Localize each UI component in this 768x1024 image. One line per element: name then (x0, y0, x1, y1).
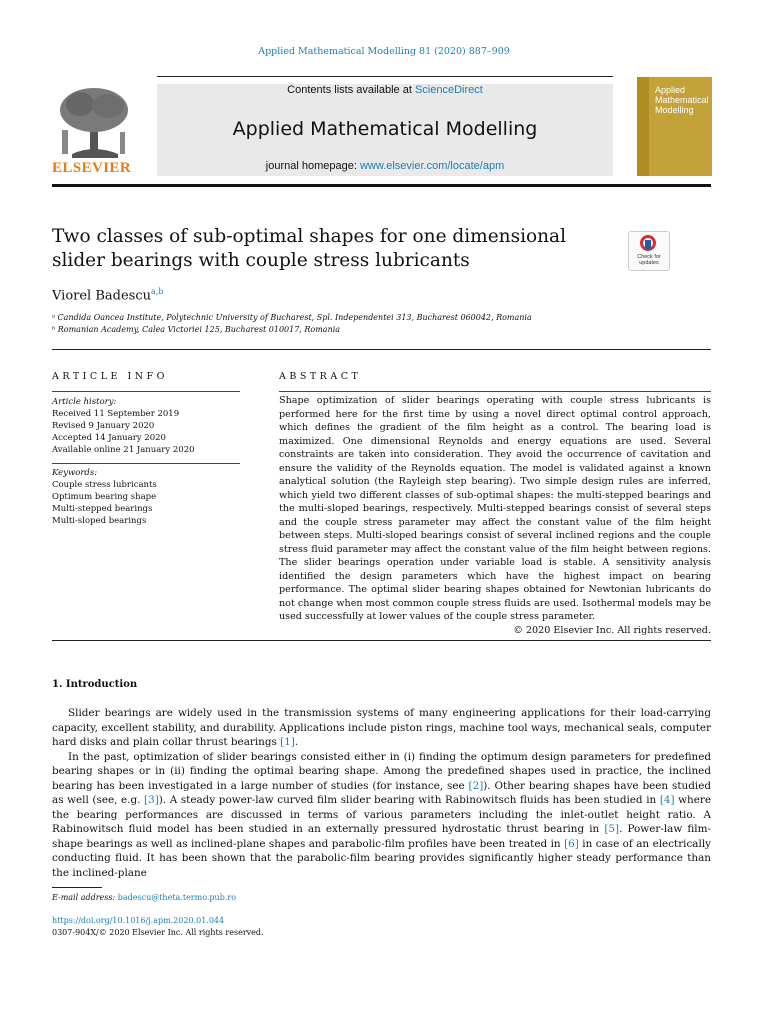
reference-link[interactable]: [5] (604, 823, 620, 835)
check-for-updates-badge[interactable] (628, 231, 670, 271)
email-footnote (52, 893, 236, 902)
online-date: Available online 21 January 2020 (52, 445, 195, 455)
abstract-bottom-rule (52, 640, 711, 641)
abstract-rule (279, 391, 711, 392)
article-info-heading: ARTICLE INFO (52, 371, 168, 382)
sciencedirect-link[interactable]: ScienceDirect (414, 84, 483, 96)
cover-title: Applied Mathematical Modelling (655, 85, 709, 115)
badge-text (629, 254, 669, 266)
keywords-label: Keywords: (52, 468, 98, 478)
history-label: Article history: (52, 397, 117, 407)
text-run: in case of an electrically conducting fluid. It has been shown that the parabolic-film bearing provides significantly higher steady performance than the inclined-plane (52, 837, 712, 879)
section-heading-introduction: 1. Introduction (52, 679, 138, 690)
introduction-body (52, 706, 711, 880)
author-name[interactable]: Viorel Badescu (52, 288, 151, 304)
keywords-rule (52, 463, 240, 464)
cover-stripe (637, 77, 649, 176)
contents-prefix: Contents lists available at (287, 84, 415, 96)
bookmark-icon (645, 240, 651, 249)
paragraph (52, 750, 711, 881)
homepage-line (157, 160, 613, 172)
text-run: ). A steady power-law curved film slider bearing with Rabinowitsch fluids has been studied in (158, 794, 660, 806)
badge-line-2: updates (639, 260, 659, 266)
text-run: . (294, 736, 299, 748)
abstract-body (279, 394, 711, 637)
abstract-text: Shape optimization of slider bearings operating with couple stress lubricants is performed here for the first time by using a novel direct optimal control approach, which defines the gradient of the film height as a control. The bearing load is maximized. One dimensional Reynolds and energy equations are used. Several constraints are taken into consideration. They avoid the occurrence of cavitation and ensure the validity of the Reynolds equation. The model is validated against a known analytical solution (the Rayleigh step bearing). Two simple design rules are inferred, which yield two different classes of sub-optimal shapes: the multi-stepped bearings and the multi-sloped bearings, respectively. Multi-stepped bearings consist of several steps and the couple stress parameter may affect the constant value of the film height between steps. Multi-sloped bearings consist of several inclined regions and the couple stress fluid parameter may affect the constant value of the film height between regions. The slider bearings operation under variable load is stable. A sensitivity analysis identified the design parameters which have the highest impact on bearing performance. The optimal slider bearing shapes obtained for Newtonian lubricants do not change when most common couple stress fluids are used. Isothermal models may be used successfully at lower values of the couple stress parameter. (279, 395, 711, 622)
email-link[interactable]: badescu@theta.termo.pub.ro (117, 893, 237, 902)
issn-copyright: 0307-904X/© 2020 Elsevier Inc. All rights reserved. (52, 928, 264, 937)
text-run: . Power-law film-shape bearings as well as inclined-plane shapes and parabolic-film profiles have been treated in (52, 823, 711, 850)
header-bottom-rule (52, 184, 711, 187)
text-run: In the past, optimization of slider bearings consisted either in (i) finding the optimum design parameters for predefined bearing shapes or in (ii) finding the optimal bearing shape. Among the predefined shapes used in practice, the inclined bearing has been investigated in a large number of studies (for instance, see (52, 750, 711, 792)
reference-link[interactable]: [1] (280, 736, 295, 748)
email-label: E-mail address: (52, 893, 118, 902)
reference-link[interactable]: [3] (144, 794, 159, 806)
abstract-copyright: © 2020 Elsevier Inc. All rights reserved. (513, 624, 711, 636)
keyword-item: Optimum bearing shape (52, 492, 157, 502)
doi-link[interactable]: https://doi.org/10.1016/j.apm.2020.01.044 (52, 916, 225, 925)
revised-date: Revised 9 January 2020 (52, 421, 155, 431)
footnote-rule (52, 887, 102, 888)
homepage-prefix: journal homepage: (265, 160, 360, 172)
article-info-rule (52, 391, 240, 392)
article-history (52, 396, 240, 456)
badge-line-1: Check for (637, 254, 661, 260)
homepage-link[interactable]: www.elsevier.com/locate/apm (359, 160, 505, 172)
reference-link[interactable]: [4] (659, 794, 675, 806)
keyword-item: Couple stress lubricants (52, 480, 157, 490)
journal-citation[interactable]: Applied Mathematical Modelling 81 (2020) 887–909 (258, 46, 510, 57)
author-line (52, 287, 163, 303)
keyword-item: Multi-stepped bearings (52, 504, 153, 514)
contents-line (157, 84, 613, 96)
journal-cover[interactable] (637, 77, 712, 176)
text-run: ). Other bearing shapes have been studied as well (see, e.g. (52, 779, 711, 806)
keywords-block (52, 467, 240, 527)
received-date: Received 11 September 2019 (52, 409, 180, 419)
abstract-heading: ABSTRACT (279, 371, 362, 382)
publisher-wordmark: ELSEVIER (52, 160, 132, 176)
text-run: Slider bearings are widely used in the transmission systems of many engineering applications for their load-carrying capacity, excellent stability, and durability. Applications include piston rings, machine tool ways, mechanical seals, computer hard disks and plain collar thrust bearings (52, 707, 711, 748)
article-title: Two classes of sub-optimal shapes for one dimensional slider bearings with couple stress lubricants (52, 226, 566, 271)
journal-title: Applied Mathematical Modelling (232, 118, 538, 140)
reference-link[interactable]: [6] (564, 837, 579, 850)
affiliation-b: ᵇ Romanian Academy, Calea Victoriei 125, Bucharest 010017, Romania (52, 325, 341, 334)
affiliation-a: ᵃ Candida Oancea Institute, Polytechnic University of Bucharest, Spl. Independentei 313, Bucharest 060042, Romania (52, 313, 532, 322)
journal-banner (157, 84, 613, 176)
author-affiliation-marks[interactable]: a,b (151, 287, 164, 296)
header-top-rule (157, 76, 613, 77)
accepted-date: Accepted 14 January 2020 (52, 433, 166, 443)
reference-link[interactable]: [2] (468, 779, 484, 792)
paragraph (52, 706, 711, 750)
keyword-item: Multi-sloped bearings (52, 516, 147, 526)
title-block-rule (52, 349, 711, 350)
text-run: where the bearing performances are discussed in terms of various parameters including the inlet-outlet height ratio. A Rabinowitsch fluid model has been studied in an externally pressured hydrostatic thrust bearing in (52, 794, 712, 835)
